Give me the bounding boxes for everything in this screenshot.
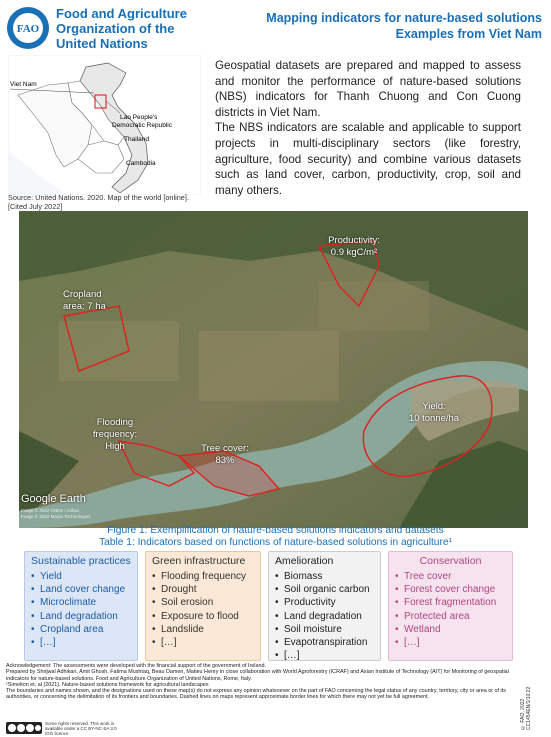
list-item: • Flooding frequency — [152, 570, 254, 583]
list-item: • Wetland — [395, 623, 506, 636]
list-item: • Soil organic carbon — [275, 583, 374, 596]
image-credit-2: Image © 2022 Maxar Technologies — [21, 514, 91, 519]
figure-captions — [0, 525, 551, 549]
column-heading: Sustainable practices — [31, 555, 131, 567]
list-item: • Biomass — [275, 570, 374, 583]
list-item: • […] — [152, 636, 254, 649]
label-cropland-line-2: area: 7 ha — [63, 301, 106, 312]
label-flooding — [85, 417, 145, 453]
list-item: • […] — [395, 636, 506, 649]
cc-text: Some rights reserved. This work is available under a CC BY-NC-SA 3.0 IGO licence — [45, 720, 117, 736]
list-item: • Yield — [31, 570, 131, 583]
column-heading: Amelioration — [275, 555, 334, 567]
footer-notes — [6, 663, 516, 701]
label-productivity-line-2: 0.9 kgC/m² — [330, 247, 378, 258]
list-item: • Soil erosion — [152, 596, 254, 609]
list-item: • Productivity — [275, 596, 374, 609]
column-conservation — [388, 551, 513, 661]
list-item: • Land degradation — [275, 610, 374, 623]
list-item: • Tree cover — [395, 570, 506, 583]
column-sustainable-practices — [24, 551, 138, 661]
list-item: • Protected area — [395, 610, 506, 623]
list-item: • Drought — [152, 583, 254, 596]
page-title — [232, 10, 542, 42]
list-item: • Exposure to flood — [152, 610, 254, 623]
label-productivity-line-1: Productivity: — [328, 235, 380, 246]
list-item: • Land cover change — [31, 583, 131, 596]
label-flooding-line-2: frequency: — [92, 429, 138, 440]
list-item: • […] — [31, 636, 131, 649]
list-item: • Microclimate — [31, 596, 131, 609]
label-yield — [394, 401, 474, 425]
column-green-infrastructure — [145, 551, 261, 661]
figure-caption: Figure 1: Exemplification of nature-based solutions indicators and datasets — [107, 525, 444, 536]
map-label-vietnam: Viet Nam — [10, 81, 37, 88]
list-item: • Landslide — [152, 623, 254, 636]
label-cropland — [63, 289, 123, 313]
organization-name — [56, 6, 231, 51]
map-label-cambodia: Cambodia — [126, 160, 156, 167]
list-item: • […] — [275, 649, 374, 662]
map-label-lao-2: Democratic Republic — [112, 122, 172, 129]
label-yield-line-1: Yield: — [422, 401, 446, 412]
intro-text — [215, 58, 521, 198]
label-productivity — [319, 235, 389, 259]
map-label-thailand: Thailand — [124, 136, 149, 143]
satellite-image — [19, 211, 528, 528]
label-tree-line-1: Tree cover: — [201, 443, 249, 454]
column-heading: Green infrastructure — [152, 555, 246, 567]
list-item: • Forest cover change — [395, 583, 506, 596]
org-line-1: Food and Agriculture — [56, 6, 187, 21]
org-line-2: Organization of the — [56, 21, 175, 36]
label-flooding-line-1: Flooding — [96, 417, 134, 428]
title-line-2: Examples from Viet Nam — [395, 27, 542, 41]
prepared-by: Prepared by Shrijwal Adhikari, Amit Ghosh, Fatima Mushtaq, Beau Damen, Matieu Henry in close collaboration with World Agroforestry (ICRAF) and Asian Institute of Technology (AIT) for Monitoring of geospatial indicators for nature-based solutions. Food and Agriculture Organization of United Nations, Rome, Italy. — [6, 669, 509, 682]
image-credit-1: Image © 2022 CNES / Airbus — [21, 508, 80, 513]
label-tree-line-2: 83% — [215, 455, 235, 466]
title-line-1: Mapping indicators for nature-based solutions — [266, 11, 542, 25]
map-source: Source: United Nations. 2020. Map of the world [online]. [Cited July 2022] — [8, 193, 189, 211]
fao-logo — [6, 6, 50, 50]
list-item: • Evapotranspiration — [275, 636, 374, 649]
copyright-code: © FAO, 2022 CC1454EN/1/10.22 — [520, 686, 532, 730]
disclaimer: The boundaries and names shown, and the designations used on these map(s) do not express any opinion whatsoever on the part of FAO concerning the legal status of any country, territory, city or area or of its authorities, or concerning the delimitation of its frontiers and boundaries. Dashed lines on maps represent approximate border lines for which there may not yet be full agreement. — [6, 688, 506, 701]
image-credits — [21, 508, 91, 520]
table-caption: Table 1: Indicators based on functions of nature-based solutions in agriculture¹ — [99, 537, 452, 548]
cc-by-nc-sa-icon — [6, 722, 42, 734]
label-tree-cover — [195, 443, 255, 467]
google-earth-watermark: Google Earth — [21, 493, 86, 505]
label-cropland-line-1: Cropland — [63, 289, 102, 300]
intro-paragraph-1: Geospatial datasets are prepared and mapped to assess and monitor the performance of nature-based solutions (NBS) indicators for Thanh Chuong and Con Cuong districts in Viet Nam. — [215, 59, 521, 119]
svg-text:FAO: FAO — [16, 23, 40, 35]
list-item: • Forest fragmentation — [395, 596, 506, 609]
list-item: • Soil moisture — [275, 623, 374, 636]
map-label-lao: Lao People's — [120, 114, 158, 121]
intro-paragraph-2: The NBS indicators are scalable and applicable to support projects in multi-disciplinary sectors (like forestry, agriculture, food security) and combine various datasets such as land cover, carbon, productivity, crop, soil and many others. — [215, 121, 521, 197]
org-line-3: United Nations — [56, 36, 148, 51]
reference: ¹Simelton et. al (2021). Nature-based solutions framework for agricultural landscapes — [6, 681, 209, 688]
locator-map — [8, 55, 201, 195]
column-heading: Conservation — [419, 555, 482, 567]
label-flooding-line-3: High — [105, 441, 125, 452]
label-yield-line-2: 10 tonne/ha — [408, 413, 460, 424]
list-item: • Cropland area — [31, 623, 131, 636]
acknowledgement: Acknowledgement: The assessments were developed with the financial support of the government of Ireland. — [6, 663, 266, 669]
list-item: • Land degradation — [31, 610, 131, 623]
cc-licence — [6, 722, 136, 734]
column-amelioration — [268, 551, 381, 661]
